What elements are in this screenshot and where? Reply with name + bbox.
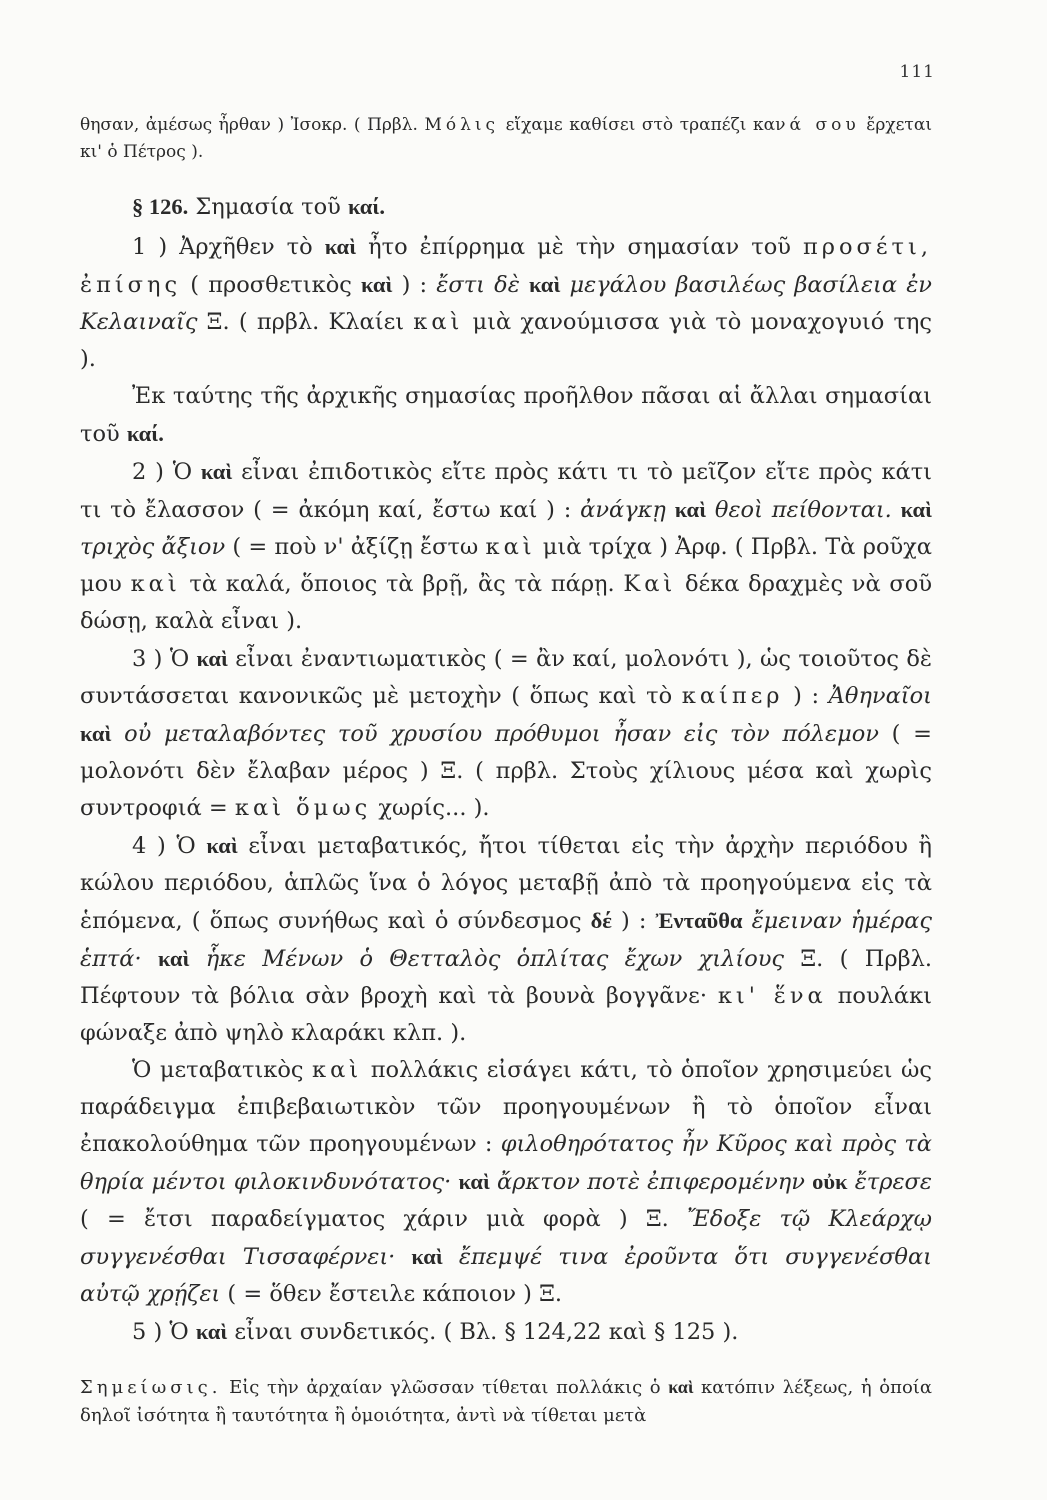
text-span: εἴχαμε καθίσει στὸ τραπέζι κα (499, 115, 776, 135)
bold-kai: καὶ (674, 497, 707, 522)
bold-kai: καὶ (200, 459, 233, 484)
note-label: Σημείωσις. (80, 1377, 222, 1398)
text-span: 5 ) Ὁ (132, 1319, 196, 1345)
italic-quote: Ἔδοξε τῷ Κλεάρχῳ συγγενέσθαι Τισσαφέρνει· (80, 1206, 933, 1270)
italic-quote: ἔτρεσε (847, 1169, 932, 1195)
section-title: Σημασία τοῦ (188, 194, 348, 220)
bold-kai: καὶ (80, 721, 112, 746)
text-span: ) : (392, 272, 437, 298)
italic-quote: ἧκε Μένων ὁ Θετταλὸς ὁπλίτας ἔχων χιλίους (189, 946, 785, 972)
italic-quote: ἔστι δὲ (436, 272, 529, 298)
italic-quote: μεγάλου βασιλέως βασίλεια ἐν Κελαιναῖς (80, 272, 932, 335)
text-span: πολλάκις εἰσάγει κάτι, τὸ ὁποῖον χρησιμεύει ὡς παράδειγμα ἐπιβεβαιωτικὸν τῶν προηγουμένων ἢ τὸ ὁποῖον εἶναι ἐπακολούθημα τῶν προηγουμένων : (80, 1057, 932, 1157)
bold-kai: καὶ (206, 833, 238, 858)
italic-quote: φιλοθηρότατος ἦν Κῦρος καὶ πρὸς τὰ θηρία μέντοι φιλοκινδυνότατος· (80, 1131, 932, 1195)
spaced-word: καὶ (413, 309, 464, 335)
spaced-word: καὶ (312, 1057, 363, 1083)
text-span: μιὰ χανούμισσα γιὰ τὸ μοναχογυιό της ). (80, 309, 932, 372)
bold-kai: καὶ (458, 1169, 490, 1194)
italic-quote: ἔμειναν ἡμέρας ἑπτά· (80, 908, 932, 972)
text-span: 3 ) Ὁ (132, 646, 197, 672)
text-span: 2 ) Ὁ (132, 459, 201, 485)
text-span: εἶναι μεταβατικός, ἤτοι τίθεται εἰς τὴν ἀρχὴν περιόδου ἢ κώλου περιόδου, ἁπλῶς ἵνα ὁ λόγος μεταβῇ ἀπὸ τὰ προηγούμενα εἰς τὰ ἑπόμενα, ( ὅπως συνήθως καὶ ὁ σύνδεσμος (80, 833, 932, 934)
text-span: 4 ) Ὁ (132, 833, 207, 859)
bold-kai: καὶ (900, 497, 933, 522)
italic-quote: Ἀθηναῖοι (828, 683, 932, 709)
text-span: μιὰ τρίχα ) Ἀρφ. ( Πρβλ. Τὰ ροῦχα μου (80, 534, 932, 597)
text-span: ( προσθετικὸς (181, 272, 362, 298)
bold-kai: καὶ (196, 646, 228, 671)
bold-kai: καί. (126, 421, 164, 446)
bold-entautha: Ἐνταῦθα (655, 908, 743, 933)
bold-kai: καὶ (157, 946, 190, 971)
spaced-word: καὶ (485, 534, 536, 560)
text-span: Ξ. ( πρβλ. Κλαίει (197, 309, 414, 335)
paragraph-3 (80, 640, 932, 827)
spaced-word: καὶ (130, 571, 181, 597)
section-number: § 126. (132, 194, 189, 219)
page-number: 111 (899, 62, 935, 82)
text-span: εἶναι ἐναντιωματικὸς ( = ἂν καί, μολονότι ), ὡς τοιοῦτος δὲ συντάσσεται κανονικῶς μὲ μετοχὴν ( ὅπως καὶ τὸ (80, 646, 932, 709)
spaced-word: κι' ἕνα (717, 983, 827, 1009)
text-span: ( = ὅθεν ἔστειλε κάποιον ) Ξ. (220, 1281, 563, 1307)
text-span: δέκα δραχμὲς νὰ σοῦ δώσῃ, καλὰ εἶναι ). (80, 571, 932, 634)
text-span: χωρίς... ). (371, 795, 490, 821)
spaced-word: καὶ ὅμως (234, 795, 372, 821)
text-span: 1 ) Ἀρχῆθεν τὸ (132, 234, 325, 260)
bold-kai: καὶ (324, 234, 357, 259)
text-span: ἔρχεται κι' ὁ Πέτρος ). (80, 115, 932, 162)
paragraph-5 (80, 1313, 932, 1351)
text-span: πουλάκι φώναξε ἀπὸ ψηλὸ κλαράκι κλπ. ). (80, 983, 932, 1046)
text-span: ) : (783, 683, 829, 709)
text-span: ( = ἔτσι παραδείγματος χάριν μιὰ φορὰ ) Ξ. (80, 1206, 688, 1232)
text-span: ) : (611, 908, 656, 934)
bold-de: δέ (590, 908, 612, 933)
bold-kai: καὶ (411, 1244, 443, 1269)
italic-quote: θεοὶ πείθονται. (706, 497, 901, 523)
spaced-word: νά σου (775, 115, 860, 135)
spaced-word: Μόλις (424, 115, 500, 135)
italic-quote: ἀνάγκῃ (580, 497, 675, 523)
note-paragraph (80, 1373, 932, 1430)
text-span: ἦτο ἐπίρρημα μὲ τὴν σημασίαν τοῦ (356, 234, 803, 260)
text-span: εἶναι ἐπιδοτικὸς εἴτε πρὸς κάτι τι τὸ μεῖζον εἴτε πρὸς κάτι τι τὸ ἔλασσον ( = ἀκόμη καί, ἔστω καί ) : (80, 459, 932, 523)
spaced-word: Καὶ (623, 571, 677, 597)
text-span: ( = ποὺ ν' ἀξίζῃ ἔστω (225, 534, 486, 560)
paragraph-4 (80, 827, 932, 1052)
paragraph-1b (80, 378, 932, 453)
carryover-paragraph (80, 112, 932, 166)
italic-quote: ἄρκτον ποτὲ ἐπιφερομένην (489, 1169, 813, 1195)
text-span: Εἰς τὴν ἀρχαίαν γλῶσσαν τίθεται πολλάκις ὁ (221, 1377, 669, 1398)
bold-kai: καὶ (528, 272, 561, 297)
bold-kai: καὶ (668, 1377, 694, 1397)
paragraph-1 (80, 228, 932, 378)
spaced-word: προσέτι, ἐπίσης (80, 234, 932, 298)
text-span: τὰ καλά, ὅποιος τὰ βρῇ, ἂς τὰ πάρῃ. (180, 571, 624, 597)
text-span: Ξ. ( Πρβλ. Πέφτουν τὰ βόλια σὰν βροχὴ καὶ τὰ βουνὰ βογγᾶνε· (80, 946, 933, 1009)
paragraph-4b (80, 1052, 932, 1313)
text-span: ( = μολονότι δὲν ἔλαβαν μέρος ) Ξ. ( πρβλ. Στοὺς χίλιους μέσα καὶ χωρὶς συντροφιά = (80, 721, 933, 821)
section-heading (80, 188, 932, 226)
page-body (80, 112, 932, 1430)
section-title-kai: καί. (347, 194, 385, 219)
italic-quote: τριχὸς ἄξιον (80, 534, 226, 560)
bold-kai: καὶ (361, 272, 393, 297)
text-span: εἶναι συνδετικός. ( Βλ. § 124,22 καὶ § 125 ). (227, 1319, 739, 1345)
text-span: Ὁ μεταβατικὸς (132, 1057, 313, 1083)
paragraph-2 (80, 453, 932, 640)
text-span: θησαν, ἀμέσως ἦρθαν ) Ἰσοκρ. ( Πρβλ. (80, 115, 425, 135)
italic-quote: οὐ μεταλαβόντες τοῦ χρυσίου πρόθυμοι ἦσαν εἰς τὸν πόλεμον (111, 721, 879, 747)
text-span: Ἐκ ταύτης τῆς ἀρχικῆς σημασίας προῆλθον πᾶσαι αἱ ἄλλαι σημασίαι τοῦ (80, 383, 932, 447)
text-span: κατόπιν λέξεως, ἡ ὁποία δηλοῖ ἰσότητα ἢ ταυτότητα ἢ ὁμοιότητα, ἀντὶ νὰ τίθεται μετὰ (80, 1377, 933, 1426)
italic-quote: ἔπεμψέ τινα ἐροῦντα ὅτι συγγενέσθαι αὐτῷ χρῄζει (80, 1244, 932, 1307)
bold-kai: καὶ (195, 1319, 228, 1344)
spaced-word: καίπερ (681, 683, 784, 709)
bold-ouk: οὐκ (812, 1169, 848, 1194)
